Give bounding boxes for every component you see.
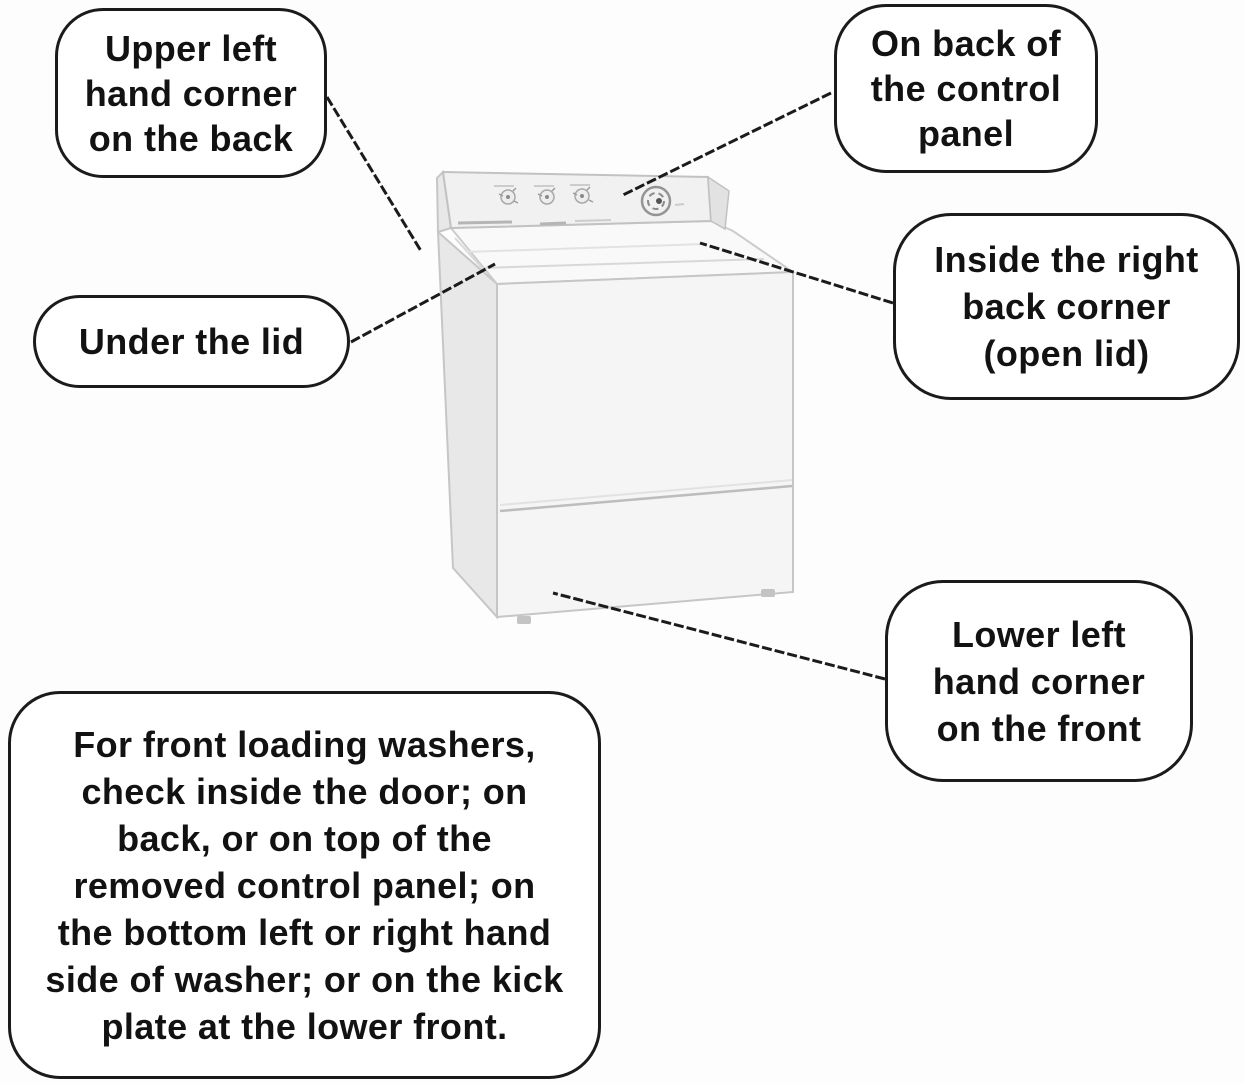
washer-model-text bbox=[540, 223, 566, 224]
washer-foot bbox=[761, 589, 775, 597]
callout-text-line: Inside the right bbox=[934, 239, 1199, 280]
washer-control-panel bbox=[443, 172, 711, 228]
callout-text-line: back, or on top of the bbox=[117, 817, 492, 859]
washer-knob bbox=[538, 188, 555, 204]
washer-control-panel-end bbox=[708, 177, 729, 229]
washer-foot bbox=[517, 616, 531, 624]
callout-text-line: Upper left bbox=[104, 27, 277, 69]
washer-knob bbox=[573, 187, 593, 203]
callout-text-line: Under the lid bbox=[78, 321, 305, 362]
washer-panel-text bbox=[575, 220, 611, 221]
washer-kick-plate-seam bbox=[500, 486, 792, 511]
callout-text-line: removed control panel; on bbox=[73, 864, 536, 906]
callout-text-line: (open lid) bbox=[983, 333, 1150, 374]
callout-text-line: on the front bbox=[936, 707, 1142, 749]
connector-control-panel-back bbox=[623, 93, 831, 195]
callout-text-line: on the back bbox=[88, 117, 294, 159]
connector-right-back-corner bbox=[700, 243, 893, 303]
callout-lower-left-front bbox=[885, 580, 1193, 782]
callout-text-line: check inside the door; on bbox=[81, 770, 528, 812]
callout-text-line: back corner bbox=[962, 286, 1171, 327]
washer-kick-plate-highlight bbox=[500, 480, 792, 505]
callout-text-line: Lower left bbox=[951, 613, 1126, 655]
washer-illustration bbox=[437, 172, 793, 624]
callout-under-lid bbox=[33, 295, 350, 388]
washer-timer-dial bbox=[642, 187, 684, 215]
washer-side-panel bbox=[438, 232, 497, 617]
callout-right-back-corner bbox=[893, 213, 1240, 400]
connector-upper-left-back bbox=[327, 97, 421, 251]
washer-lid-seam bbox=[455, 238, 764, 268]
callout-text-line: For front loading washers, bbox=[73, 723, 536, 765]
callout-front-loading-note bbox=[8, 691, 601, 1079]
callout-text-line: panel bbox=[917, 113, 1015, 154]
callout-text-line: hand corner bbox=[932, 660, 1146, 702]
callout-text-line: the bottom left or right hand bbox=[57, 911, 552, 953]
washer-knob bbox=[499, 188, 518, 204]
callout-text-line: hand corner bbox=[84, 72, 298, 114]
callout-text-line: plate at the lower front. bbox=[101, 1005, 508, 1047]
connector-under-lid bbox=[351, 264, 495, 342]
callout-text-line: side of washer; or on the kick bbox=[45, 958, 564, 1000]
washer-brand-text bbox=[458, 222, 512, 223]
washer-front-panel bbox=[497, 272, 793, 617]
washer-top-deck bbox=[451, 221, 793, 284]
connector-lower-left-front bbox=[553, 593, 885, 679]
callout-text-line: the control bbox=[870, 68, 1062, 109]
washer-lid-back-seam bbox=[466, 244, 704, 252]
callout-upper-left-back bbox=[55, 8, 327, 178]
callout-text-line: On back of bbox=[870, 23, 1062, 64]
callout-control-panel-back bbox=[834, 4, 1098, 173]
washer-panel-side-sliver bbox=[437, 172, 451, 232]
